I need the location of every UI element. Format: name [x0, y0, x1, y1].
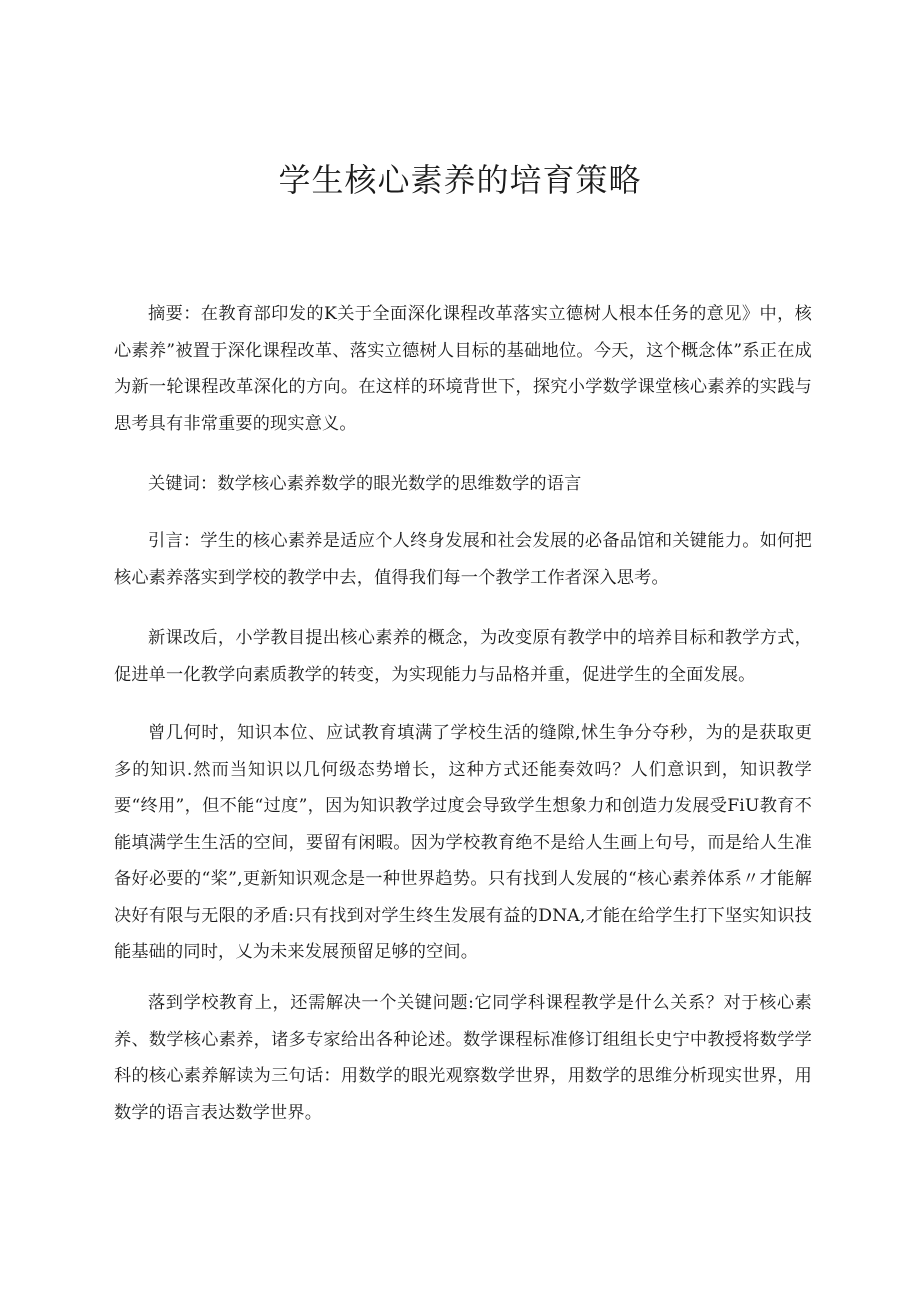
curriculum-reform-paragraph: 新课改后，小学教目提出核心素养的概念，为改变原有教学中的培养目标和教学方式，促进单一化教学向素质教学的转变，为实现能力与品格并重，促进学生的全面发展。 [114, 628, 812, 685]
document-title: 学生核心素养的培育策略 [278, 161, 642, 199]
school-education-paragraph: 落到学校教育上，还需解决一个关键问题:它同学科课程教学是什么关系？对于核心素养、数学核心素养，诸多专家给出各种论述。数学课程标准修订组组长史宁中教授将数学学科的核心素养解读为三句话：用数学的眼光观察数学世界，用数学的思维分析现实世界，用数学的语言表达数学世界。 [114, 993, 812, 1123]
knowledge-education-paragraph: 曾几何时，知识本位、应试教育填满了学校生活的缝隙,怵生争分夺秒，为的是获取更多的知识.然而当知识以几何级态势增长，这种方式还能奏效吗？人们意识到，知识教学要“终用”，但不能“过度”，因为知识教学过度会导致学生想象力和创造力发展受FiU教育不能填满学生生活的空间，要留有闲暇。因为学校教育绝不是给人生画上句号，而是给人生准备好必要的“桨”,更新知识观念是一种世界趋势。只有找到人发展的“核心素养体系〃才能解决好有限与无限的矛盾:只有找到对学生终生发展有益的DNA,才能在给学生打下坚实知识技能基础的同时，乂为未来发展预留足够的空间。 [114, 723, 812, 962]
abstract-paragraph: 摘要：在教育部印发的K关于全面深化课程改革落实立德树人根本任务的意见》中，核心素养”被置于深化课程改革、落实立德树人目标的基础地位。今天，这个概念体”系正在成为新一轮课程改革深化的方向。在这样的环境背世下，探究小学数学课堂核心素养的实践与思考具有非常重要的现实意义。 [114, 304, 812, 434]
introduction-paragraph: 引言：学生的核心素养是适应个人终身发展和社会发展的必备品馆和关键能力。如何把核心素养落实到学校的教学中去，值得我们每一个教学工作者深入思考。 [114, 531, 812, 588]
keywords-paragraph: 关键词：数学核心素养数学的眼光数学的思维数学的语言 [148, 474, 582, 494]
